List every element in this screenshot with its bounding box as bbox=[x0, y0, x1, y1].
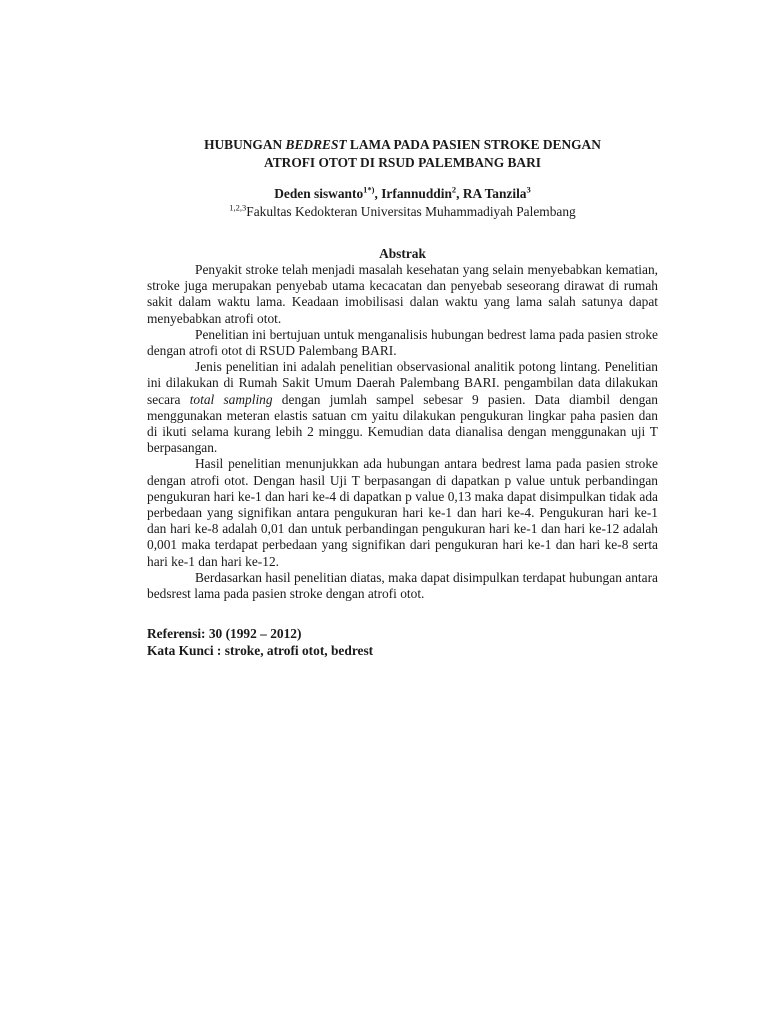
references-count: Referensi: 30 (1992 – 2012) bbox=[147, 626, 302, 642]
paragraph-3-text-a: Jenis penelitian ini adalah penelitian observasional analitik potong lintang. Penelitian ini dilakukan di Rumah Sakit Umum Daerah Palembang BARI. pengambilan data dilakukan secara bbox=[147, 359, 658, 407]
title-part2: LAMA PADA PASIEN STROKE DENGAN bbox=[346, 137, 601, 152]
abstract-heading: Abstrak bbox=[379, 246, 426, 261]
author-3-sup: 3 bbox=[526, 184, 531, 195]
paper-footer-meta bbox=[147, 626, 658, 659]
abstract-paragraph-3 bbox=[147, 359, 658, 456]
abstract-body bbox=[147, 262, 658, 602]
abstract-paragraph-4: Hasil penelitian menunjukkan ada hubungan antara bedrest lama pada pasien stroke dengan atrofi otot. Dengan hasil Uji T berpasangan di dapatkan p value untuk perbandingan pengukuran hari ke-1 dan hari ke-4 di dapatkan p value 0,13 maka dapat disimpulkan tidak ada perbedaan yang signifikan antara pengukuran hari ke-1 dan hari ke-4. Pengukuran hari ke-1 dan hari ke-8 adalah 0,01 dan untuk perbandingan pengukuran hari ke-1 dan hari ke-12 adalah 0,001 maka terdapat perbedaan yang signifikan dari pengukuran hari ke-1 dan hari ke-8 serta hari ke-1 dan hari ke-12. bbox=[147, 456, 658, 569]
author-1-name: Deden siswanto bbox=[274, 186, 364, 201]
keywords: Kata Kunci : stroke, atrofi otot, bedrest bbox=[147, 642, 374, 658]
author-2-name: Irfannuddin bbox=[381, 186, 452, 201]
abstract-paragraph-5: Berdasarkan hasil penelitian diatas, maka dapat disimpulkan terdapat hubungan antara bedsrest lama pada pasien stroke dengan atrofi otot. bbox=[147, 569, 658, 602]
paper-title bbox=[147, 136, 658, 172]
affiliation bbox=[147, 203, 658, 220]
paragraph-3-emphasis: total sampling bbox=[189, 391, 273, 407]
author-list bbox=[147, 185, 658, 203]
title-part1: HUBUNGAN bbox=[204, 137, 286, 152]
author-separator: , bbox=[374, 186, 382, 201]
title-emphasis: BEDREST bbox=[285, 137, 347, 152]
affiliation-text: Fakultas Kedokteran Universitas Muhammadiyah Palembang bbox=[246, 204, 576, 219]
paper-page bbox=[147, 136, 658, 659]
author-separator: , bbox=[456, 186, 463, 201]
abstract-paragraph-2: Penelitian ini bertujuan untuk menganalisis hubungan bedrest lama pada pasien stroke dengan atrofi otot di RSUD Palembang BARI. bbox=[147, 326, 658, 359]
author-3-name: RA Tanzila bbox=[462, 186, 527, 201]
author-1-sup: 1*) bbox=[363, 184, 375, 195]
abstract-paragraph-1: Penyakit stroke telah menjadi masalah kesehatan yang selain menyebabkan kematian, stroke juga merupakan penyebab utama kecacatan dan penyebab seseorang dirawat di rumah sakit dalam waktu lama. Keadaan imobilisasi dalan waktu yang lama salah satunya dapat menyebabkan atrofi otot. bbox=[147, 262, 658, 326]
title-line2: ATROFI OTOT DI RSUD PALEMBANG BARI bbox=[264, 155, 541, 170]
paragraph-3-text-b: dengan jumlah sampel sebesar 9 pasien. Data diambil dengan menggunakan meteran elastis satuan cm yaitu dilakukan pengukuran lingkar paha pasien dan di ikuti selama kurang lebih 2 minggu. Kemudian data dianalisa dengan menggunakan uji T berpasangan. bbox=[147, 391, 658, 456]
affiliation-sup: 1,2,3 bbox=[229, 202, 247, 213]
author-2-sup: 2 bbox=[451, 184, 457, 195]
